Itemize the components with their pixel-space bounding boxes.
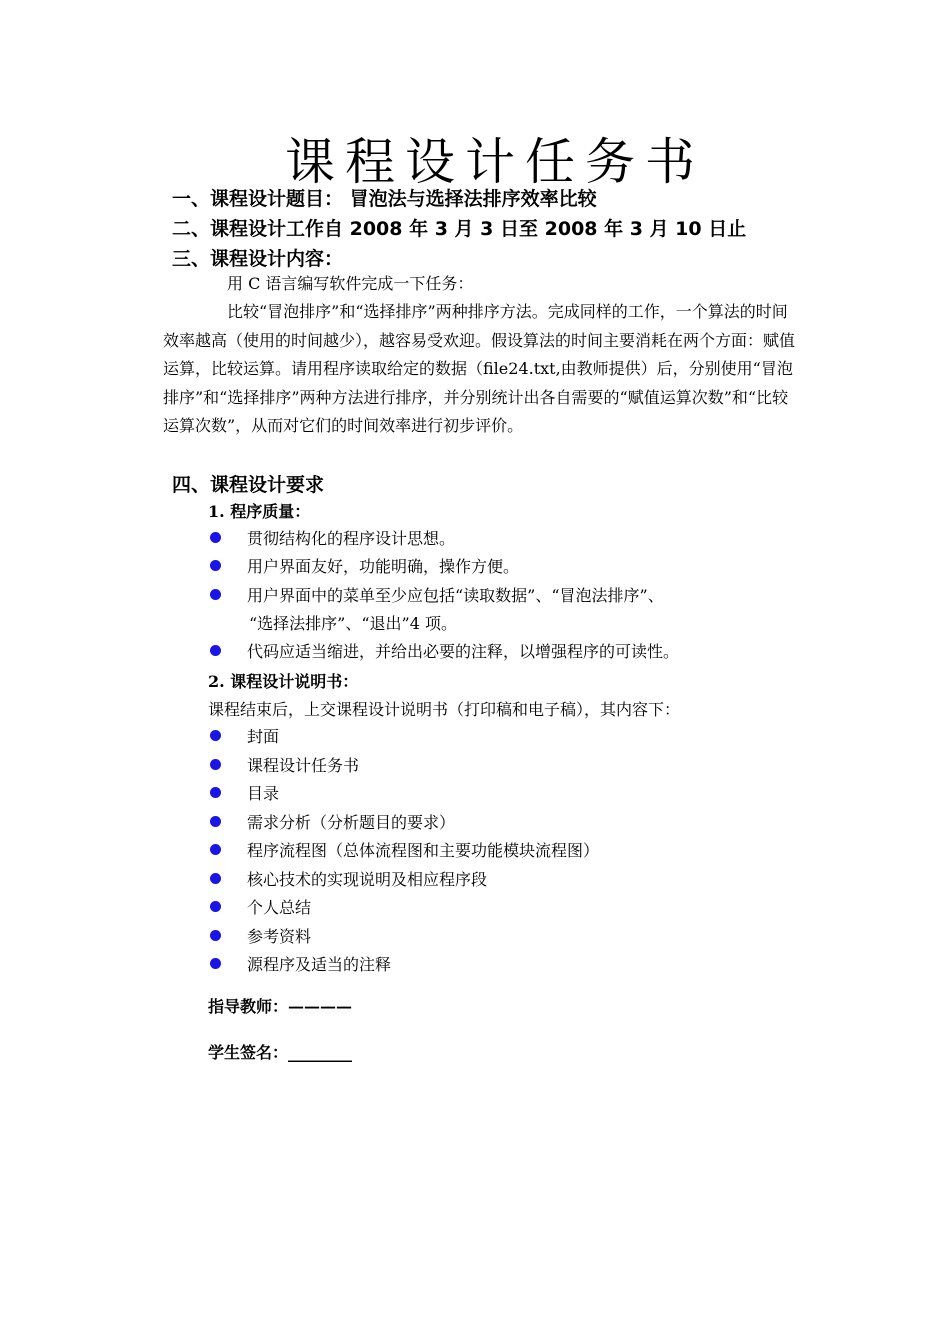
req1-title: 1. 程序质量：: [208, 502, 311, 521]
req1-item-3: 用户界面中的菜单至少应包括“读取数据”、“冒泡法排序”、: [247, 586, 664, 605]
page-title: 课程设计任务书: [285, 133, 705, 191]
content-paragraph: [163, 298, 795, 441]
section-schedule: 二、课程设计工作自 2008 年 3 月 3 日至 2008 年 3 月 10 日止: [172, 218, 747, 240]
req2-item-6: 核心技术的实现说明及相应程序段: [247, 870, 488, 889]
req2-item-9: 源程序及适当的注释: [247, 955, 392, 974]
req2-item-8: 参考资料: [247, 927, 312, 946]
req2-item-4: 需求分析（分析题目的要求）: [247, 813, 456, 832]
req2-item-1: 封面: [247, 727, 280, 746]
bullet-dot-icon: [210, 532, 221, 543]
bullet-dot-icon: [210, 645, 221, 656]
req2-item-7: 个人总结: [247, 898, 312, 917]
bullet-dot-icon: [210, 787, 221, 798]
content-paragraph-text: 比较“冒泡排序”和“选择排序”两种排序方法。完成同样的工作，一个算法的时间效率越高（使用的时间越少），越容易受欢迎。假设算法的时间主要消耗在两个方面：赋值运算，比较运算。请用程序读取给定的数据（file24.txt,由教师提供）后，分别使用“冒泡排序”和“选择排序”两种方法进行排序，并分别统计出各自需要的“赋值运算次数”和“比较运算次数”，从而对它们的时间效率进行初步评价。: [163, 302, 796, 435]
bullet-dot-icon: [210, 958, 221, 969]
bullet-dot-icon: [210, 560, 221, 571]
req2-intro: 课程结束后，上交课程设计说明书（打印稿和电子稿），其内容下：: [208, 700, 681, 719]
req1-item-4: 代码应适当缩进，并给出必要的注释，以增强程序的可读性。: [247, 642, 680, 661]
bullet-dot-icon: [210, 816, 221, 827]
teacher-signature-line: 指导教师：————: [208, 997, 353, 1016]
bullet-dot-icon: [210, 759, 221, 770]
bullet-dot-icon: [210, 930, 221, 941]
bullet-dot-icon: [210, 901, 221, 912]
content-intro: 用 C 语言编写软件完成一下任务：: [227, 274, 474, 293]
req2-item-3: 目录: [247, 784, 280, 803]
bullet-dot-icon: [210, 589, 221, 600]
req2-item-5: 程序流程图（总体流程图和主要功能模块流程图）: [247, 841, 600, 860]
section-requirements-heading: 四、课程设计要求: [172, 474, 325, 496]
req1-item-2: 用户界面友好，功能明确，操作方便。: [247, 557, 520, 576]
bullet-dot-icon: [210, 873, 221, 884]
req2-item-2: 课程设计任务书: [247, 756, 360, 775]
bullet-dot-icon: [210, 844, 221, 855]
section-topic: 一、课程设计题目： 冒泡法与选择法排序效率比较: [172, 188, 597, 210]
section-content-heading: 三、课程设计内容：: [172, 248, 344, 270]
bullet-dot-icon: [210, 730, 221, 741]
req2-title: 2. 课程设计说明书：: [208, 672, 359, 691]
req1-item-1: 贯彻结构化的程序设计思想。: [247, 529, 456, 548]
req1-item-3-cont: “选择法排序”、“退出”4 项。: [249, 614, 457, 633]
student-signature-line: 学生签名：________: [208, 1043, 353, 1062]
